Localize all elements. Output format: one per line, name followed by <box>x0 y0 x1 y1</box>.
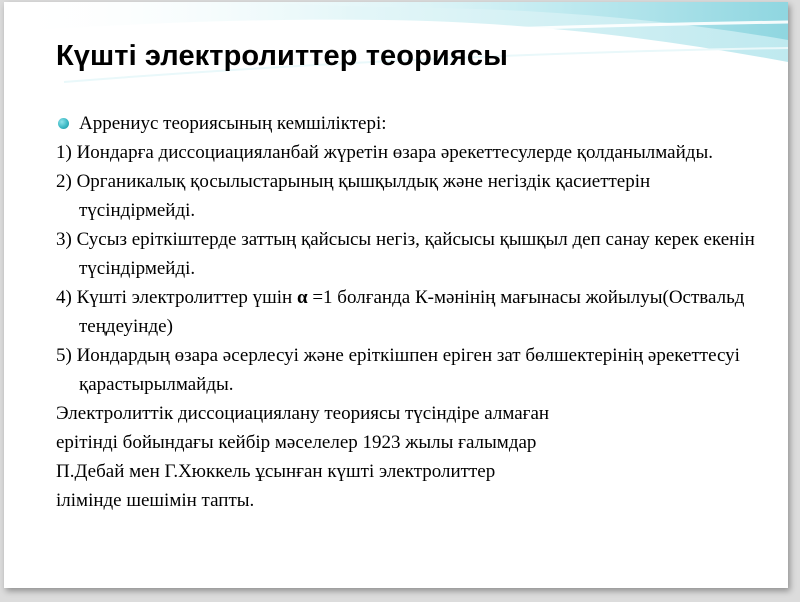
list-item-3: 3) Сусыз еріткіштерде заттың қайсысы негіз, қайсысы қышқыл деп санау керек екенін түсіндірмейді. <box>56 229 755 279</box>
bullet-item <box>56 109 766 138</box>
list-item-4-before: 4) Күшті электролиттер үшін <box>56 287 297 308</box>
list-item-1: 1) Иондарға диссоциацияланбай жүретін өзара әрекеттесулерде қолданылмайды. <box>56 142 713 163</box>
slide <box>4 2 788 588</box>
paragraph-line: П.Дебай мен Г.Хюккель ұсынған күшті электролиттер <box>56 461 496 482</box>
paragraph-line: ерітінді бойындағы кейбір мәселелер 1923 жылы ғалымдар <box>56 432 537 453</box>
paragraph-line: ілімінде шешімін тапты. <box>56 490 255 511</box>
slide-content <box>56 109 766 515</box>
paragraph-line: Электролиттік диссоциациялану теориясы түсіндіре алмаған <box>56 403 550 424</box>
bullet-dot-icon <box>58 118 69 129</box>
bullet-text: Аррениус теориясының кемшіліктері: <box>79 113 387 134</box>
list-item-2: 2) Органикалық қосылыстарының қышқылдық және негіздік қасиеттерін түсіндірмейді. <box>56 171 651 221</box>
list-item-4 <box>56 283 766 341</box>
slide-title: Күшті электролиттер теориясы <box>56 40 508 72</box>
list-item-4-after: =1 болғанда К-мәнінің мағынасы жойылуы(Оствальд теңдеуінде) <box>79 287 745 337</box>
conclusion-paragraph <box>56 399 766 515</box>
alpha-symbol: α <box>296 287 308 308</box>
list-item-5: 5) Иондардың өзара әсерлесуі және еріткішпен еріген зат бөлшектерінің әрекеттесуі қарастырылмайды. <box>56 345 740 395</box>
